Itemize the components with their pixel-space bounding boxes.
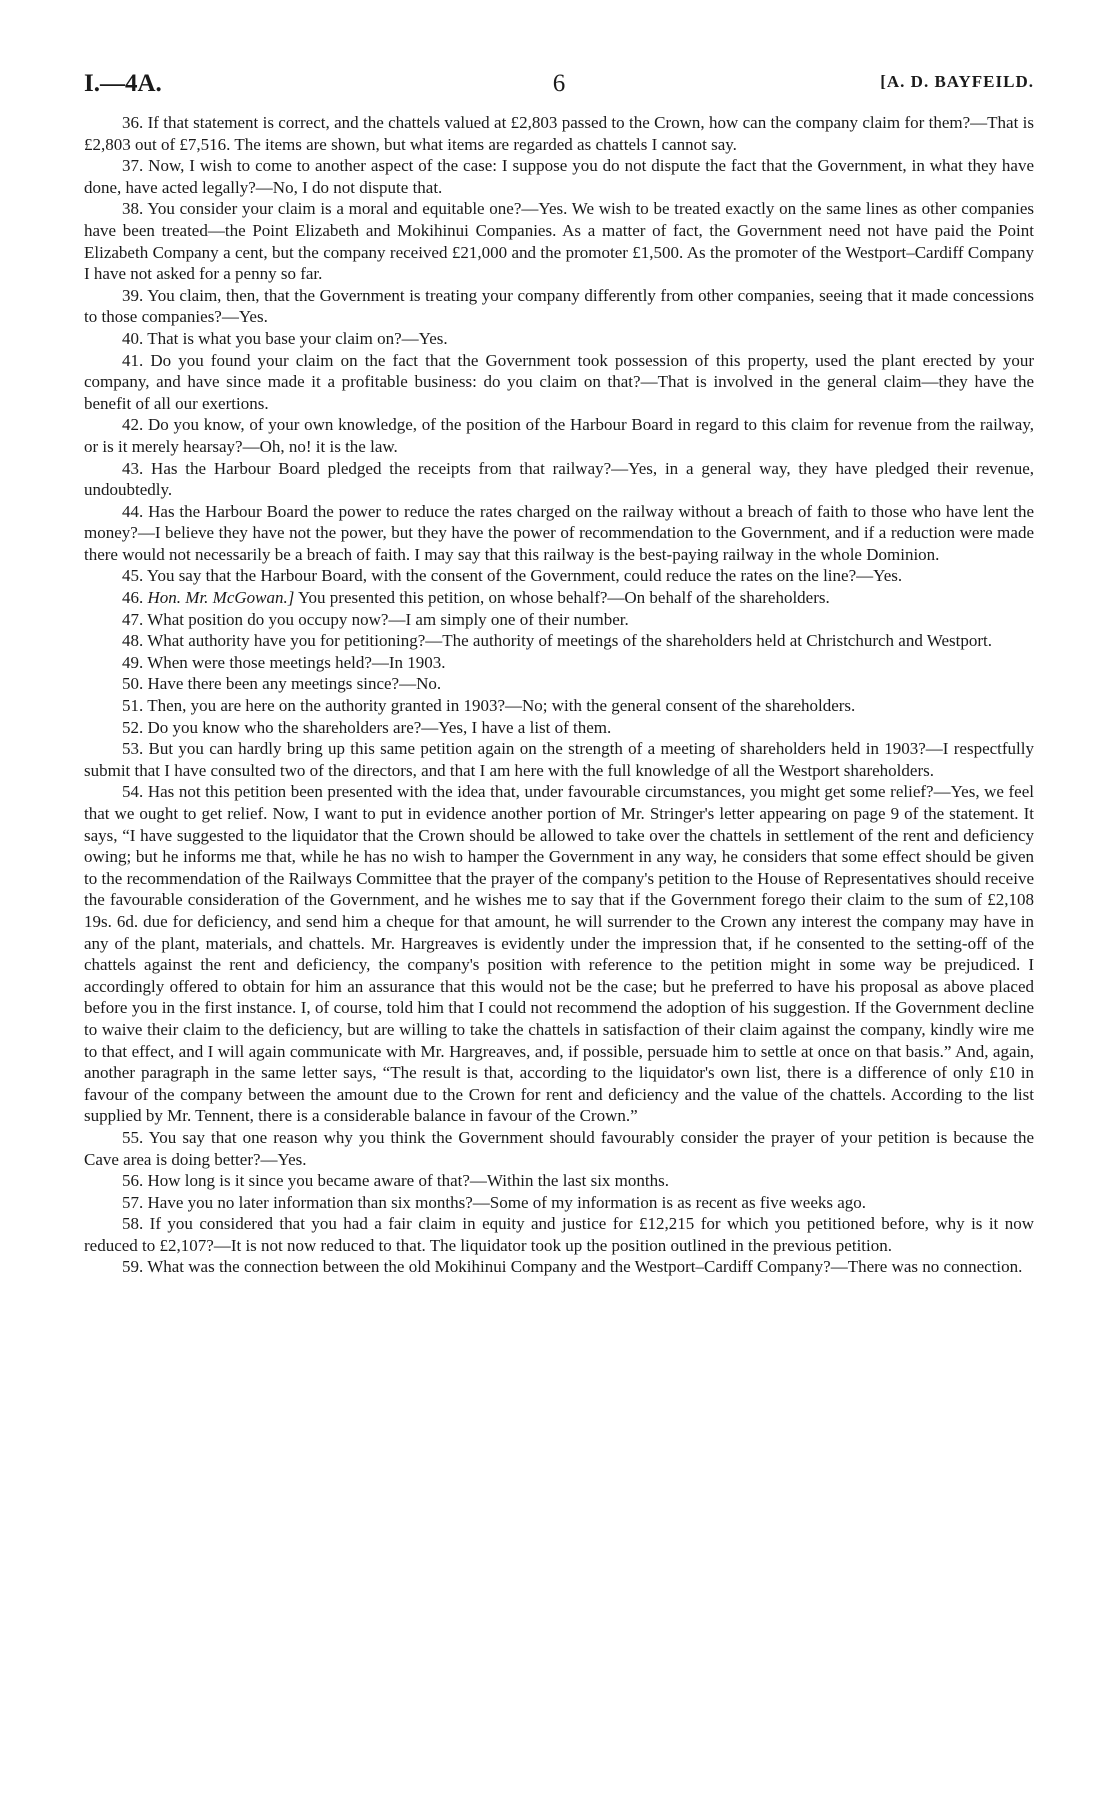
question-39: 39. You claim, then, that the Government is treating your company differently from other companies, seeing that it made concessions to those companies?—Yes.: [84, 285, 1034, 327]
question-58: 58. If you considered that you had a fair claim in equity and justice for £12,215 for which you petitioned before, why is it now reduced to £2,107?—It is not now reduced to that. The liquidator took up the position outlined in the previous petition.: [84, 1214, 1034, 1255]
page-number: 6: [552, 70, 566, 97]
question-51: 51. Then, you are here on the authority granted in 1903?—No; with the general consent of the shareholders.: [122, 696, 856, 716]
question-52: 52. Do you know who the shareholders are?—Yes, I have a list of them.: [122, 717, 612, 737]
question-49: 49. When were those meetings held?—In 1903.: [122, 652, 446, 672]
witness-name: [A. D. BAYFEILD.: [880, 72, 1034, 91]
question-44: 44. Has the Harbour Board the power to reduce the rates charged on the railway without a breach of faith to those who have lent the money?—I believe they have not the power, but they have the power of recommendation to the Government, and if a reduction were made there would not necessarily be a breach of faith. I may say that this railway is the best-paying railway in the whole Dominion.: [84, 501, 1034, 564]
question-43: 43. Has the Harbour Board pledged the receipts from that railway?—Yes, in a general way, they have pledged their revenue, undoubtedly.: [84, 458, 1034, 500]
question-55: 55. You say that one reason why you think the Government should favourably consider the prayer of your petition is because the Cave area is doing better?—Yes.: [84, 1127, 1034, 1169]
question-57: 57. Have you no later information than six months?—Some of my information is as recent as five weeks ago.: [122, 1192, 867, 1212]
page-header: [84, 70, 1034, 104]
question-38: 38. You consider your claim is a moral and equitable one?—Yes. We wish to be treated exactly on the same lines as other companies have been treated—the Point Elizabeth and Mokihinui Companies. As a matter of fact, the Government need not have paid the Point Elizabeth Company a cent, but the company received £21,000 and the promoter £1,500. As the promoter of the Westport–Cardiff Company I have not asked for a penny so far.: [84, 199, 1034, 284]
question-54: 54. Has not this petition been presented with the idea that, under favourable circumstances, you might get some relief?—Yes, we feel that we ought to get relief. Now, I want to put in evidence another portion of Mr. Stringer's letter appearing on page 9 of the statement. It says, “I have suggested to the liquidator that the Crown should be allowed to take over the chattels in settlement of the rent and deficiency owing; but he informs me that, while he has no wish to hamper the Government in any way, he considers that some effect should be given to the recommendation of the Railways Committee that the prayer of the company's petition to the House of Representatives should receive the favourable consideration of the Government, and he wishes me to say that if the Government forego their claim to the sum of £2,108 19s. 6d. due for deficiency, and send him a cheque for that amount, he will surrender to the Crown any interest the company may have in any of the plant, materials, and chattels. Mr. Hargreaves is evidently under the impression that, if he consented to the setting-off of the chattels against the rent and deficiency, the company's position with reference to the petition might in some way be prejudiced. I accordingly offered to obtain for him an assurance that this would not be the case; but he preferred to have his proposal as above placed before you in the first instance. I, of course, told him that I could not recommend the adoption of his suggestion. If the Government decline to waive their claim to the deficiency, but are willing to take the chattels in satisfaction of their claim against the company, kindly wire me to that effect, and I will again communicate with Mr. Hargreaves, and, if possible, persuade him to settle at once on that basis.” And, again, another paragraph in the same letter says, “The result is that, according to the liquidator's own list, there is a difference of only £10 in favour of the company between the amount due to the Crown for rent and deficiency and the value of the chattels. According to the list supplied by Mr. Tennent, there is a considerable balance in favour of the Crown.”: [84, 782, 1034, 1126]
paper-reference: I.—4A.: [84, 70, 162, 97]
question-number: 46.: [122, 588, 144, 608]
question-text: You presented this petition, on whose behalf?—On behalf of the shareholders.: [297, 588, 830, 608]
question-41: 41. Do you found your claim on the fact that the Government took possession of this property, used the plant erected by your company, and have since made it a profitable business: do you claim on that?—That is involved in the general claim—they have the benefit of all our exertions.: [84, 350, 1034, 413]
question-48: 48. What authority have you for petitioning?—The authority of meetings of the shareholders held at Christchurch and Westport.: [122, 631, 992, 651]
question-53: 53. But you can hardly bring up this same petition again on the strength of a meeting of shareholders held in 1903?—I respectfully submit that I have consulted two of the directors, and that I am here with the full knowledge of all the Westport shareholders.: [84, 739, 1034, 780]
question-37: 37. Now, I wish to come to another aspect of the case: I suppose you do not dispute the fact that the Government, in what they have done, have acted legally?—No, I do not dispute that.: [84, 156, 1034, 197]
question-36: 36. If that statement is correct, and the chattels valued at £2,803 passed to the Crown, how can the company claim for them?—That is £2,803 out of £7,516. The items are shown, but what items are regarded as chattels I cannot say.: [84, 113, 1034, 154]
question-46: [84, 587, 1034, 609]
question-47: 47. What position do you occupy now?—I am simply one of their number.: [122, 609, 629, 629]
document-page: [84, 70, 1034, 1278]
question-40: 40. That is what you base your claim on?—Yes.: [122, 328, 448, 348]
question-45: 45. You say that the Harbour Board, with the consent of the Government, could reduce the rates on the line?—Yes.: [122, 566, 903, 586]
question-59: 59. What was the connection between the old Mokihinui Company and the Westport–Cardiff Company?—There was no connection.: [122, 1257, 1023, 1277]
question-42: 42. Do you know, of your own knowledge, of the position of the Harbour Board in regard to this claim for revenue from the railway, or is it merely hearsay?—Oh, no! it is the law.: [84, 415, 1034, 456]
document-body: [84, 112, 1034, 1278]
question-50: 50. Have there been any meetings since?—No.: [122, 674, 442, 694]
speaker-name: Hon. Mr. McGowan.]: [147, 588, 295, 608]
question-56: 56. How long is it since you became aware of that?—Within the last six months.: [122, 1171, 669, 1191]
